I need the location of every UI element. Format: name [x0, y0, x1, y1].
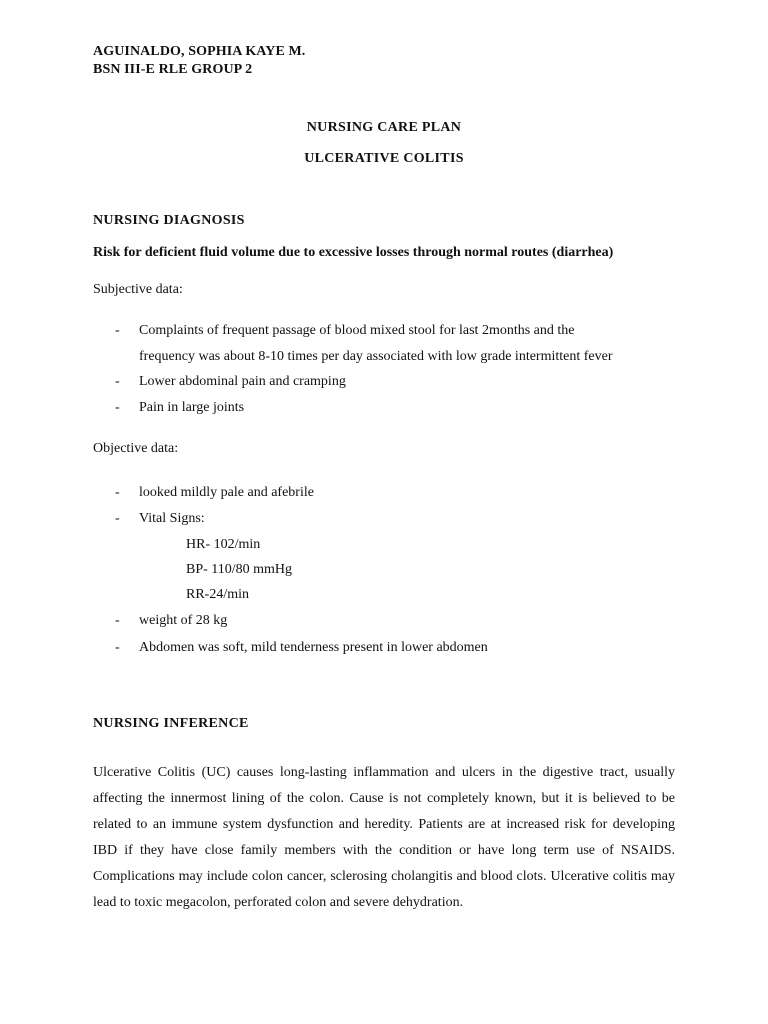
- bullet-marker: -: [115, 400, 120, 415]
- subjective-item: Complaints of frequent passage of blood mixed stool for last 2months and the: [139, 323, 575, 338]
- diagnosis-statement: Risk for deficient fluid volume due to excessive losses through normal routes (diarrhea): [93, 245, 614, 260]
- bullet-marker: -: [115, 613, 120, 628]
- inference-heading: NURSING INFERENCE: [93, 716, 249, 731]
- document-title: NURSING CARE PLAN: [306, 120, 462, 135]
- subjective-item: Pain in large joints: [139, 400, 245, 415]
- vital-sign-hr: HR- 102/min: [186, 537, 261, 552]
- document-subtitle: ULCERATIVE COLITIS: [304, 151, 464, 166]
- vital-sign-bp: BP- 110/80 mmHg: [186, 562, 293, 577]
- author-section: BSN III-E RLE GROUP 2: [93, 62, 253, 77]
- objective-item: Vital Signs:: [139, 511, 205, 526]
- vital-sign-rr: RR-24/min: [186, 587, 250, 602]
- subjective-item: Lower abdominal pain and cramping: [139, 374, 346, 389]
- bullet-marker: -: [115, 323, 120, 338]
- objective-label: Objective data:: [93, 441, 179, 456]
- objective-item: Abdomen was soft, mild tenderness present in lower abdomen: [139, 640, 488, 655]
- diagnosis-heading: NURSING DIAGNOSIS: [93, 213, 245, 228]
- objective-item: looked mildly pale and afebrile: [139, 485, 314, 500]
- bullet-marker: -: [115, 640, 120, 655]
- author-block: [93, 43, 305, 79]
- subjective-label: Subjective data:: [93, 282, 183, 297]
- bullet-marker: -: [115, 511, 120, 526]
- bullet-marker: -: [115, 374, 120, 389]
- author-name: AGUINALDO, SOPHIA KAYE M.: [93, 44, 306, 59]
- objective-item: weight of 28 kg: [139, 613, 228, 628]
- bullet-marker: -: [115, 485, 120, 500]
- inference-paragraph: Ulcerative Colitis (UC) causes long-lasting inflammation and ulcers in the digestive tract, usually affecting the innermost lining of the colon. Cause is not completely known, but it is believed to be related to an immune system dysfunction and heredity. Patients are at increased risk for developing IBD if they have close family members with the condition or have long term use of NSAIDS. Complications may include colon cancer, sclerosing cholangitis and blood clots. Ulcerative colitis may lead to toxic megacolon, perforated colon and severe dehydration.: [93, 765, 675, 910]
- subjective-item-continuation: frequency was about 8-10 times per day associated with low grade intermittent fever: [139, 349, 613, 364]
